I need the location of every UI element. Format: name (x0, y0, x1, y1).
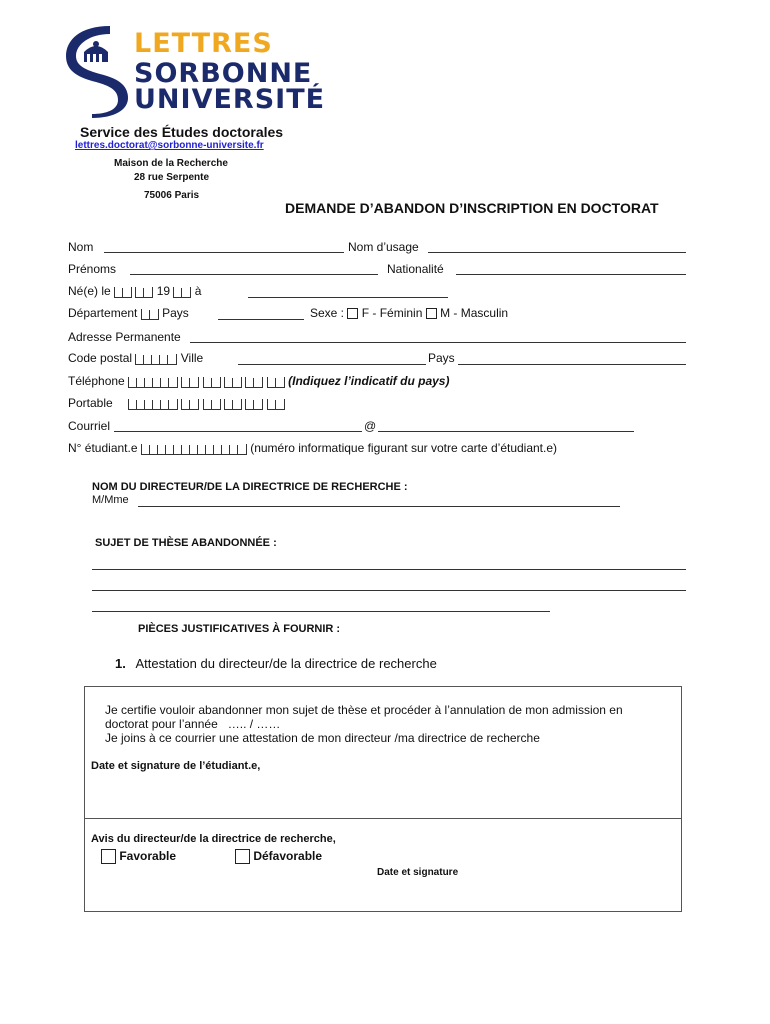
telephone-field-5[interactable] (267, 377, 285, 388)
favorable-label: Favorable (119, 849, 177, 863)
university-logo (62, 22, 326, 118)
birthplace-field[interactable] (248, 297, 448, 298)
pays2-label: Pays (428, 351, 455, 365)
nom-usage-label: Nom d’usage (348, 240, 419, 254)
courriel-label: Courriel (68, 419, 111, 433)
director-field[interactable] (138, 506, 620, 507)
director-label: M/Mme (92, 494, 129, 506)
avis-label: Avis du directeur/de la directrice de recherche, (91, 833, 336, 845)
pieces-heading: PIÈCES JUSTIFICATIVES À FOURNIR : (138, 623, 341, 635)
box-divider (85, 818, 681, 819)
telephone-prefix-field[interactable] (128, 377, 178, 388)
address-line-2: 28 rue Serpente (134, 172, 210, 183)
logo-line-2: SORBONNE (134, 58, 313, 89)
portable-field-1[interactable] (181, 399, 199, 410)
ne-le-label: Né(e) le (68, 284, 111, 298)
telephone-field-1[interactable] (181, 377, 199, 388)
certify-line-2: doctorat pour l’année ….. / …… (105, 717, 281, 731)
departement-field[interactable] (141, 309, 159, 320)
pays2-field[interactable] (458, 364, 686, 365)
defavorable-checkbox[interactable] (235, 849, 250, 864)
certify-line-3: Je joins à ce courrier une attestation de mon directeur /ma directrice de recherche (105, 731, 540, 745)
student-date-signature: Date et signature de l’étudiant.e, (91, 760, 261, 772)
year-prefix: 19 (156, 284, 171, 298)
courriel-user-field[interactable] (114, 431, 362, 432)
masculin-checkbox[interactable] (426, 308, 437, 319)
code-postal-field[interactable] (135, 354, 177, 365)
feminin-checkbox[interactable] (347, 308, 358, 319)
row-portable (68, 396, 285, 414)
portable-label: Portable (68, 396, 113, 410)
row-code-postal (68, 351, 203, 369)
pieces-item-1 (115, 656, 437, 671)
ville-field[interactable] (238, 364, 426, 365)
masculin-label: M - Masculin (440, 306, 509, 320)
row-departement (68, 306, 189, 324)
telephone-field-4[interactable] (245, 377, 263, 388)
sujet-line-2[interactable] (92, 590, 686, 591)
adresse-label: Adresse Permanente (68, 330, 181, 344)
portable-prefix-field[interactable] (128, 399, 178, 410)
logo-emblem-icon (62, 22, 132, 118)
pieces-item-text: Attestation du directeur/de la directrice de recherche (135, 656, 437, 671)
certification-box (84, 686, 682, 912)
service-name: Service des Études doctorales (80, 124, 284, 140)
portable-field-4[interactable] (245, 399, 263, 410)
birth-year-field[interactable] (173, 287, 191, 298)
pays-label: Pays (162, 306, 189, 320)
row-nom (68, 240, 93, 258)
sujet-heading: SUJET DE THÈSE ABANDONNÉE : (95, 537, 277, 549)
sujet-line-1[interactable] (92, 569, 686, 570)
code-postal-label: Code postal (68, 351, 133, 365)
service-email-link[interactable]: lettres.doctorat@sorbonne-universite.fr (75, 140, 264, 151)
nom-usage-field[interactable] (428, 252, 686, 253)
pays-field[interactable] (218, 319, 304, 320)
address-line-1: Maison de la Recherche (114, 158, 228, 169)
a-label: à (194, 284, 202, 298)
sexe-label: Sexe : (310, 306, 345, 320)
row-sexe (310, 306, 508, 324)
row-telephone (68, 374, 449, 392)
certify-line-1: Je certifie vouloir abandonner mon sujet de thèse et procéder à l’annulation de mon admission en (105, 703, 623, 717)
nationalite-field[interactable] (456, 274, 686, 275)
ville-label: Ville (180, 351, 204, 365)
telephone-field-3[interactable] (224, 377, 242, 388)
etudiant-hint: (numéro informatique figurant sur votre carte d’étudiant.e) (250, 441, 558, 455)
adresse-field[interactable] (190, 342, 686, 343)
telephone-label: Téléphone (68, 374, 125, 388)
departement-label: Département (68, 306, 138, 320)
defavorable-label: Défavorable (253, 849, 323, 863)
page-title: DEMANDE D’ABANDON D’INSCRIPTION EN DOCTORAT (285, 200, 659, 216)
row-birth (68, 284, 201, 302)
nationalite-label: Nationalité (387, 262, 444, 276)
feminin-label: F - Féminin (361, 306, 423, 320)
etudiant-label: N° étudiant.e (68, 441, 138, 455)
telephone-field-2[interactable] (203, 377, 221, 388)
defavorable-option[interactable] (235, 849, 322, 864)
portable-field-2[interactable] (203, 399, 221, 410)
etudiant-number-field[interactable] (141, 444, 247, 455)
pieces-item-number: 1. (115, 656, 126, 671)
favorable-checkbox[interactable] (101, 849, 116, 864)
logo-line-3: UNIVERSITÉ (134, 84, 326, 115)
director-heading: NOM DU DIRECTEUR/DE LA DIRECTRICE DE RECHERCHE : (92, 481, 408, 493)
logo-line-1: LETTRES (134, 28, 273, 59)
favorable-option[interactable] (101, 849, 176, 864)
nom-label: Nom (68, 240, 94, 254)
telephone-hint: (Indiquez l’indicatif du pays) (288, 374, 450, 388)
birth-day-field[interactable] (114, 287, 132, 298)
row-etudiant (68, 441, 557, 459)
director-date-signature: Date et signature (377, 867, 459, 878)
sujet-line-3[interactable] (92, 611, 550, 612)
prenoms-label: Prénoms (68, 262, 117, 276)
courriel-at: @ (364, 419, 377, 433)
portable-field-3[interactable] (224, 399, 242, 410)
birth-month-field[interactable] (135, 287, 153, 298)
nom-field[interactable] (104, 252, 344, 253)
address-line-3: 75006 Paris (144, 190, 200, 201)
prenoms-field[interactable] (130, 274, 378, 275)
courriel-domain-field[interactable] (378, 431, 634, 432)
portable-field-5[interactable] (267, 399, 285, 410)
